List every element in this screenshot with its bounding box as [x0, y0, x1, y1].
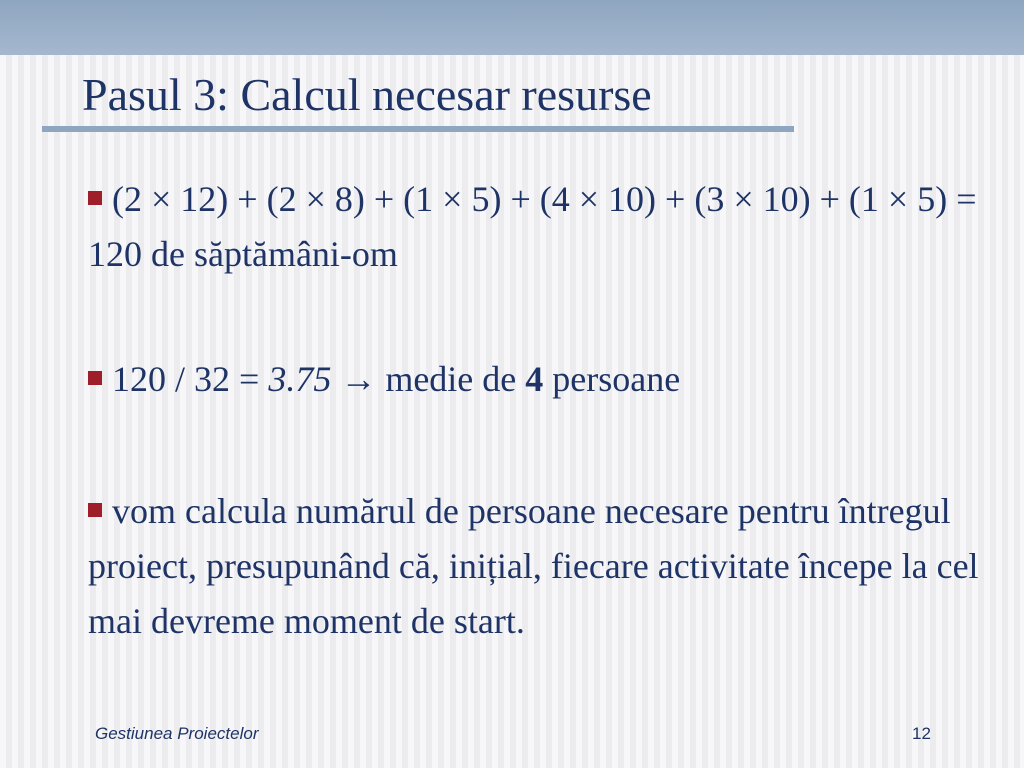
title-underline	[42, 126, 794, 132]
bullet-calculation-text: (2 × 12) + (2 × 8) + (1 × 5) + (4 × 10) + (3 × 10) + (1 × 5) = 120 de săptămâni-om	[88, 179, 977, 274]
arrow-right-icon: →	[331, 359, 386, 399]
top-accent-band	[0, 0, 1024, 55]
bullet-average-prefix: 120 / 32 =	[112, 359, 269, 399]
bullet-method-text: vom calcula numărul de persoane necesare pentru întregul proiect, presupunând că, inițial, fiecare activitate începe la cel mai devreme moment de start.	[88, 491, 979, 641]
bullet-average-middle: medie de	[385, 359, 526, 399]
bullet-average-count: 4	[525, 359, 544, 399]
bullet-average-value: 3.75	[268, 359, 332, 399]
slide-title: Pasul 3: Calcul necesar resurse	[82, 69, 652, 120]
bullet-square-icon	[88, 371, 102, 385]
bullet-square-icon	[88, 191, 102, 205]
bullet-average-suffix: persoane	[543, 359, 681, 399]
bullet-square-icon	[88, 503, 102, 517]
bullet-calculation	[88, 172, 998, 282]
footer-course-name: Gestiunea Proiectelor	[95, 724, 259, 743]
footer-page-number: 12	[912, 724, 931, 743]
bullet-method	[88, 484, 998, 649]
bullet-average	[88, 352, 998, 407]
